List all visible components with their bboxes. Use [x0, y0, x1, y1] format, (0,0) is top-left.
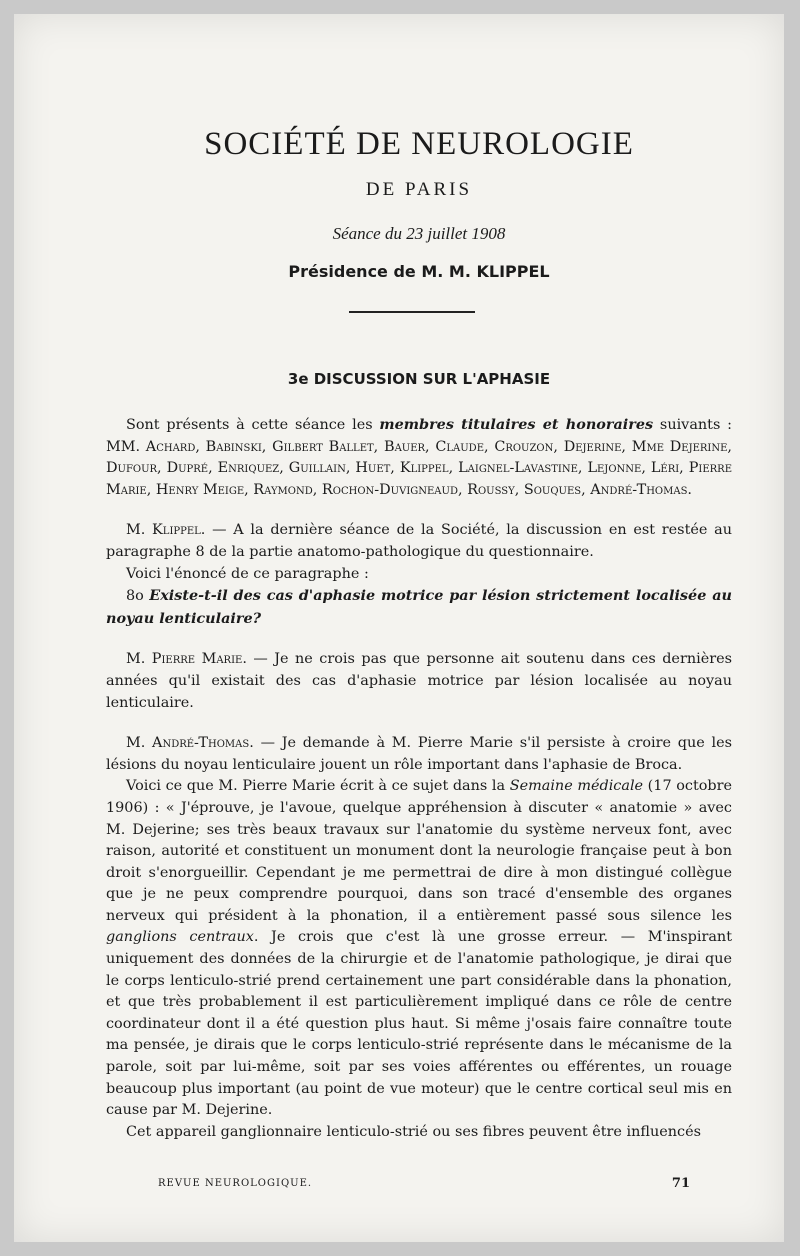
quote-emphasis: ganglions centraux	[106, 929, 254, 946]
question-text: Existe-t-il des cas d'aphasie motrice par lésion strictement localisée au noyau lenticulaire?	[106, 587, 732, 627]
quote-part-c: . Je crois que c'est là une grosse erreur. — M'inspirant uniquement des données de la chirurgie et de l'anatomie pathologique, je dirai que le corps lenticulo-strié prend certainement une part considérable dans la phonation, et que très probablement il est particulièrement impliqué dans ce rôle de centre coordinateur dont il a été question plus haut. Si même j'osais faire connaître toute ma pensée, je dirais que le corps lenticulo-strié représente dans le mécanisme de la parole, soit par lui-même, soit par ses voies afférentes ou efférentes, un rouage beaucoup plus important (au point de vue moteur) que le centre cortical seul mis en cause par M. Dejerine.	[106, 929, 732, 1119]
attendance-emphasis: membres titulaires et honoraires	[379, 416, 654, 433]
section-title: 3e DISCUSSION SUR L'APHASIE	[287, 370, 551, 388]
speaker-klippel: M. Klippel.	[126, 522, 206, 539]
attendance-names: MM. Achard, Babinski, Gilbert Ballet, Bauer, Claude, Crouzon, Dejerine, Mme Dejerine, Dufour, Dupré, Enriquez, Guillain, Huet, Klippel, Laignel-Lavastine, Lejonne, Léri, Pierre Marie, Henry Meige, Raymond, Rochon-Duvigneaud, Roussy, Souques, André-Thomas.	[106, 438, 732, 498]
page-number: 71	[671, 1176, 690, 1191]
quote-part-a: Voici ce que M. Pierre Marie écrit à ce sujet dans la	[126, 778, 510, 795]
journal-name: REVUE NEUROLOGIQUE.	[158, 1178, 313, 1189]
question-paragraph	[106, 585, 732, 630]
speaker-thomas: M. André-Thomas.	[126, 735, 254, 752]
attendance-intro-end: suivants :	[653, 417, 732, 433]
page-title: SOCIÉTÉ DE NEUROLOGIE	[204, 126, 634, 162]
continuation-paragraph: Cet appareil ganglionnaire lenticulo-strié ou ses fibres peuvent être influencés	[126, 1123, 701, 1140]
marie-paragraph	[106, 649, 732, 714]
title-divider	[349, 311, 475, 313]
attendance-paragraph	[106, 414, 732, 501]
thomas-paragraph	[106, 733, 732, 776]
body-text	[106, 414, 732, 1143]
speaker-marie: M. Pierre Marie.	[126, 651, 247, 668]
presidency-line: Présidence de M. M. KLIPPEL	[288, 262, 550, 281]
marie-text: — Je ne crois pas que personne ait soutenu dans ces dernières années qu'il existait des cas d'aphasie motrice par lésion localisée au noyau lenticulaire.	[106, 651, 732, 711]
quote-journal: Semaine médicale	[509, 778, 644, 795]
quote-part-b: (17 octobre 1906) : « J'éprouve, je l'avoue, quelque appréhension à discuter « anatomie » avec M. Dejerine; ses très beaux travaux sur l'anatomie du système nerveux font, avec raison, autorité et constituent un monument dont la neurologie française peut à bon droit s'enorgueillir. Cependant je me permettrai de dire à mon distingué collègue que je ne peux comprendre pourquoi, dans son tracé d'ensemble des organes nerveux qui président à la phonation, il a entièrement passé sous silence les	[106, 778, 733, 924]
thomas-text: — Je demande à M. Pierre Marie s'il persiste à croire que les lésions du noyau lenticulaire jouent un rôle important dans l'aphasie de Broca.	[106, 735, 732, 773]
klippel-line2: Voici l'énoncé de ce paragraphe :	[126, 565, 369, 582]
session-date: Séance du 23 juillet 1908	[332, 224, 506, 243]
question-number: 8o	[126, 588, 150, 605]
klippel-paragraph	[106, 520, 732, 563]
attendance-intro: Sont présents à cette séance les	[126, 417, 380, 433]
quote-paragraph	[106, 776, 732, 1122]
page-subtitle: DE PARIS	[365, 179, 473, 200]
klippel-text: — A la dernière séance de la Société, la discussion en est restée au paragraphe 8 de la partie anatomo-pathologique du questionnaire.	[106, 522, 732, 560]
page	[14, 14, 784, 1242]
